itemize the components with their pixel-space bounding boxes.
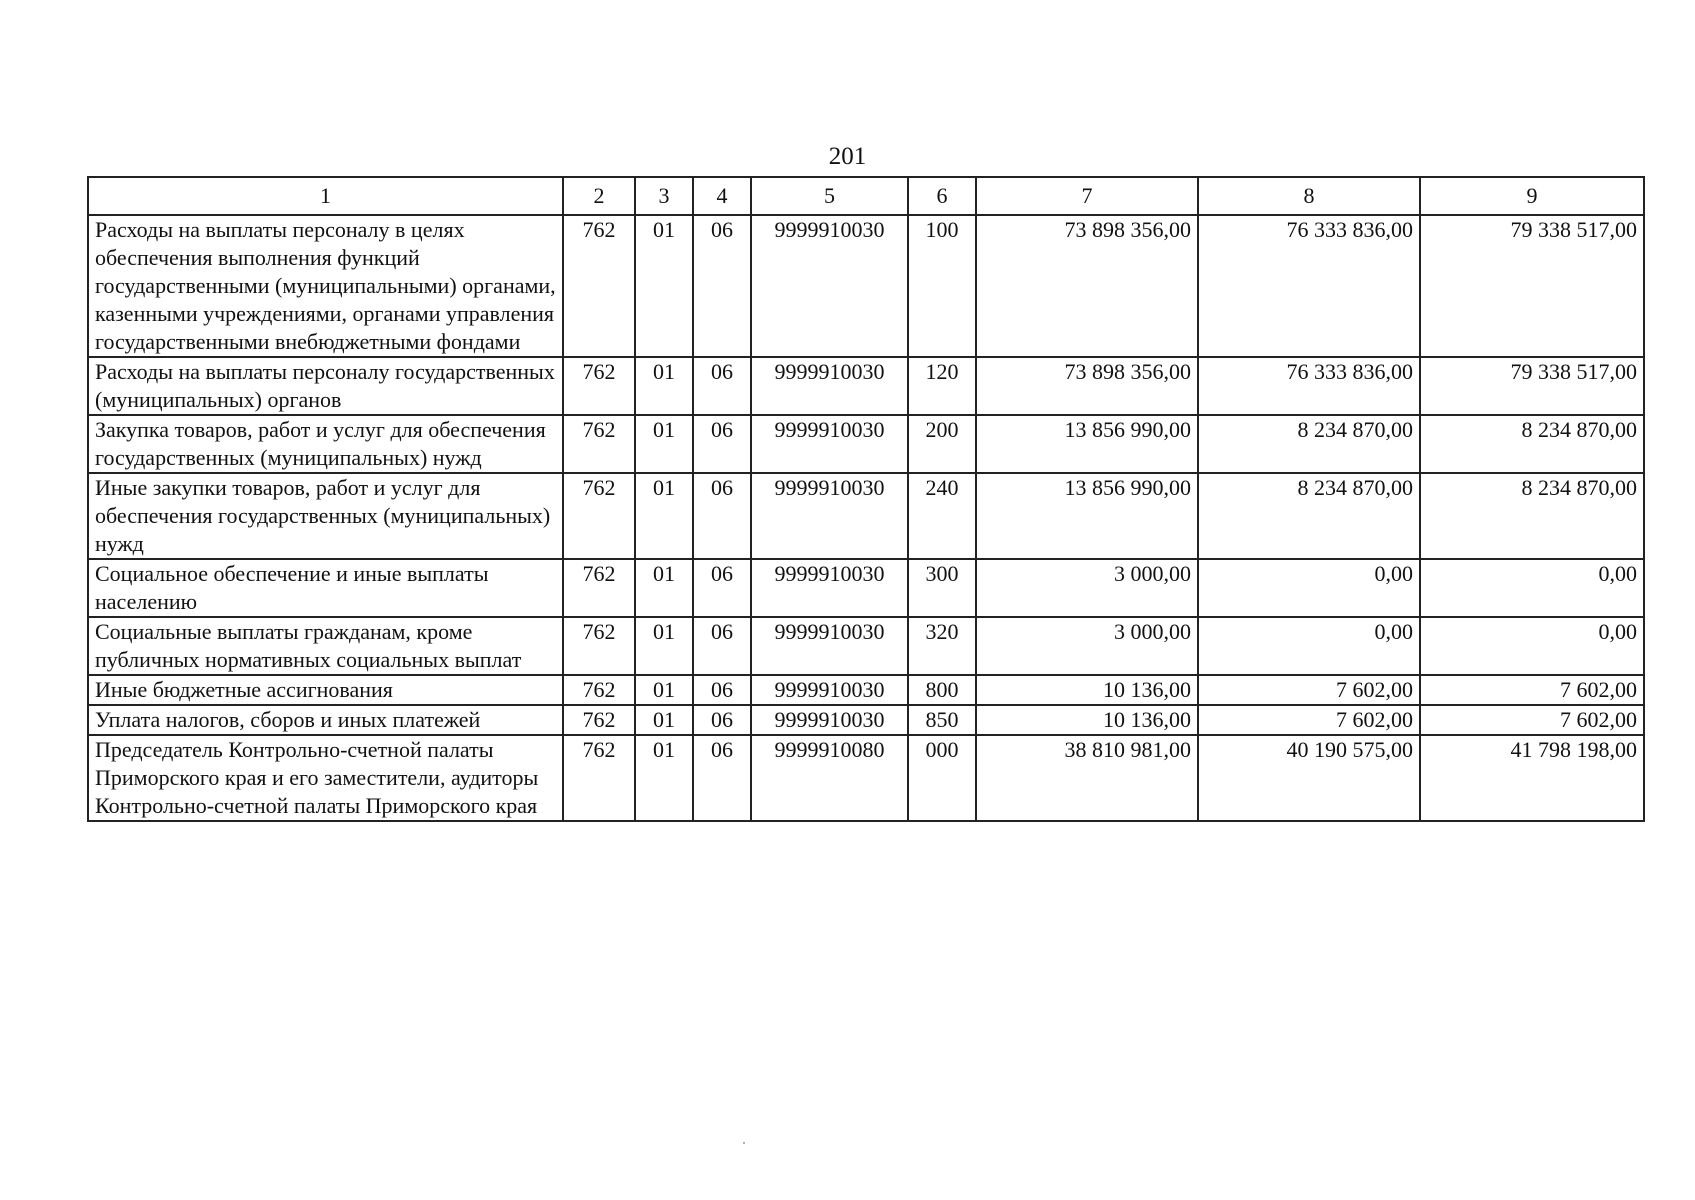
column-header: 6 bbox=[908, 177, 976, 215]
row-amount-c9: 0,00 bbox=[1420, 617, 1644, 675]
row-code-c5: 9999910080 bbox=[751, 735, 908, 821]
row-amount-c7: 3 000,00 bbox=[976, 559, 1198, 617]
row-code-c6: 200 bbox=[908, 415, 976, 473]
row-amount-c9: 7 602,00 bbox=[1420, 705, 1644, 735]
row-code-c6: 100 bbox=[908, 215, 976, 357]
row-amount-c7: 10 136,00 bbox=[976, 705, 1198, 735]
row-amount-c7: 13 856 990,00 bbox=[976, 473, 1198, 559]
row-description: Расходы на выплаты персоналу государственных (муниципальных) органов bbox=[88, 357, 563, 415]
row-amount-c8: 76 333 836,00 bbox=[1198, 215, 1420, 357]
row-description: Председатель Контрольно-счетной палаты Приморского края и его заместители, аудиторы Контрольно-счетной палаты Приморского края bbox=[88, 735, 563, 821]
row-code-c2: 762 bbox=[563, 617, 635, 675]
table-row bbox=[88, 473, 1644, 559]
column-header: 7 bbox=[976, 177, 1198, 215]
row-amount-c8: 0,00 bbox=[1198, 559, 1420, 617]
row-code-c4: 06 bbox=[693, 559, 751, 617]
row-amount-c9: 79 338 517,00 bbox=[1420, 215, 1644, 357]
row-code-c4: 06 bbox=[693, 675, 751, 705]
row-amount-c7: 38 810 981,00 bbox=[976, 735, 1198, 821]
row-description: Социальные выплаты гражданам, кроме публичных нормативных социальных выплат bbox=[88, 617, 563, 675]
row-amount-c8: 7 602,00 bbox=[1198, 675, 1420, 705]
row-code-c4: 06 bbox=[693, 473, 751, 559]
row-amount-c9: 8 234 870,00 bbox=[1420, 473, 1644, 559]
row-amount-c8: 8 234 870,00 bbox=[1198, 415, 1420, 473]
row-description: Социальное обеспечение и иные выплаты населению bbox=[88, 559, 563, 617]
row-code-c3: 01 bbox=[635, 473, 693, 559]
column-header: 4 bbox=[693, 177, 751, 215]
row-amount-c7: 73 898 356,00 bbox=[976, 357, 1198, 415]
row-code-c5: 9999910030 bbox=[751, 705, 908, 735]
scan-speck bbox=[743, 1142, 745, 1144]
row-code-c3: 01 bbox=[635, 415, 693, 473]
row-amount-c8: 40 190 575,00 bbox=[1198, 735, 1420, 821]
row-code-c3: 01 bbox=[635, 735, 693, 821]
row-amount-c7: 13 856 990,00 bbox=[976, 415, 1198, 473]
column-header: 5 bbox=[751, 177, 908, 215]
row-description: Уплата налогов, сборов и иных платежей bbox=[88, 705, 563, 735]
row-code-c3: 01 bbox=[635, 617, 693, 675]
row-amount-c9: 0,00 bbox=[1420, 559, 1644, 617]
row-code-c5: 9999910030 bbox=[751, 559, 908, 617]
row-amount-c7: 3 000,00 bbox=[976, 617, 1198, 675]
row-amount-c9: 79 338 517,00 bbox=[1420, 357, 1644, 415]
row-code-c2: 762 bbox=[563, 415, 635, 473]
column-header: 1 bbox=[88, 177, 563, 215]
row-code-c6: 240 bbox=[908, 473, 976, 559]
row-amount-c9: 8 234 870,00 bbox=[1420, 415, 1644, 473]
row-amount-c7: 10 136,00 bbox=[976, 675, 1198, 705]
row-code-c6: 300 bbox=[908, 559, 976, 617]
row-code-c3: 01 bbox=[635, 215, 693, 357]
row-code-c6: 850 bbox=[908, 705, 976, 735]
row-code-c5: 9999910030 bbox=[751, 215, 908, 357]
header-row bbox=[88, 177, 1644, 215]
row-code-c4: 06 bbox=[693, 215, 751, 357]
row-code-c6: 800 bbox=[908, 675, 976, 705]
row-amount-c9: 41 798 198,00 bbox=[1420, 735, 1644, 821]
row-code-c5: 9999910030 bbox=[751, 357, 908, 415]
row-description: Иные закупки товаров, работ и услуг для обеспечения государственных (муниципальных) нужд bbox=[88, 473, 563, 559]
row-code-c5: 9999910030 bbox=[751, 675, 908, 705]
table-row bbox=[88, 415, 1644, 473]
table-row bbox=[88, 705, 1644, 735]
row-code-c3: 01 bbox=[635, 559, 693, 617]
row-code-c3: 01 bbox=[635, 705, 693, 735]
column-header: 2 bbox=[563, 177, 635, 215]
row-code-c2: 762 bbox=[563, 473, 635, 559]
row-amount-c8: 8 234 870,00 bbox=[1198, 473, 1420, 559]
row-code-c3: 01 bbox=[635, 357, 693, 415]
row-amount-c7: 73 898 356,00 bbox=[976, 215, 1198, 357]
page-number: 201 bbox=[828, 143, 867, 170]
table-body bbox=[88, 215, 1644, 821]
row-code-c2: 762 bbox=[563, 675, 635, 705]
row-amount-c8: 0,00 bbox=[1198, 617, 1420, 675]
row-code-c6: 000 bbox=[908, 735, 976, 821]
row-code-c2: 762 bbox=[563, 735, 635, 821]
row-amount-c9: 7 602,00 bbox=[1420, 675, 1644, 705]
row-description: Закупка товаров, работ и услуг для обеспечения государственных (муниципальных) нужд bbox=[88, 415, 563, 473]
row-description: Иные бюджетные ассигнования bbox=[88, 675, 563, 705]
table-row bbox=[88, 559, 1644, 617]
table-row bbox=[88, 675, 1644, 705]
column-header: 3 bbox=[635, 177, 693, 215]
row-code-c5: 9999910030 bbox=[751, 473, 908, 559]
row-code-c2: 762 bbox=[563, 215, 635, 357]
column-header: 9 bbox=[1420, 177, 1644, 215]
row-code-c3: 01 bbox=[635, 675, 693, 705]
column-header: 8 bbox=[1198, 177, 1420, 215]
row-code-c2: 762 bbox=[563, 559, 635, 617]
row-code-c4: 06 bbox=[693, 357, 751, 415]
row-code-c2: 762 bbox=[563, 705, 635, 735]
row-code-c4: 06 bbox=[693, 705, 751, 735]
row-description: Расходы на выплаты персоналу в целях обеспечения выполнения функций государственными (муниципальными) органами, казенными учреждениями, органами управления государственными внебюджетными фондами bbox=[88, 215, 563, 357]
row-code-c4: 06 bbox=[693, 415, 751, 473]
row-code-c5: 9999910030 bbox=[751, 415, 908, 473]
row-code-c6: 120 bbox=[908, 357, 976, 415]
budget-table bbox=[87, 176, 1645, 822]
row-code-c2: 762 bbox=[563, 357, 635, 415]
table-row bbox=[88, 735, 1644, 821]
row-amount-c8: 7 602,00 bbox=[1198, 705, 1420, 735]
table-row bbox=[88, 215, 1644, 357]
row-code-c4: 06 bbox=[693, 617, 751, 675]
table-row bbox=[88, 617, 1644, 675]
table-row bbox=[88, 357, 1644, 415]
row-code-c6: 320 bbox=[908, 617, 976, 675]
row-code-c4: 06 bbox=[693, 735, 751, 821]
row-amount-c8: 76 333 836,00 bbox=[1198, 357, 1420, 415]
row-code-c5: 9999910030 bbox=[751, 617, 908, 675]
